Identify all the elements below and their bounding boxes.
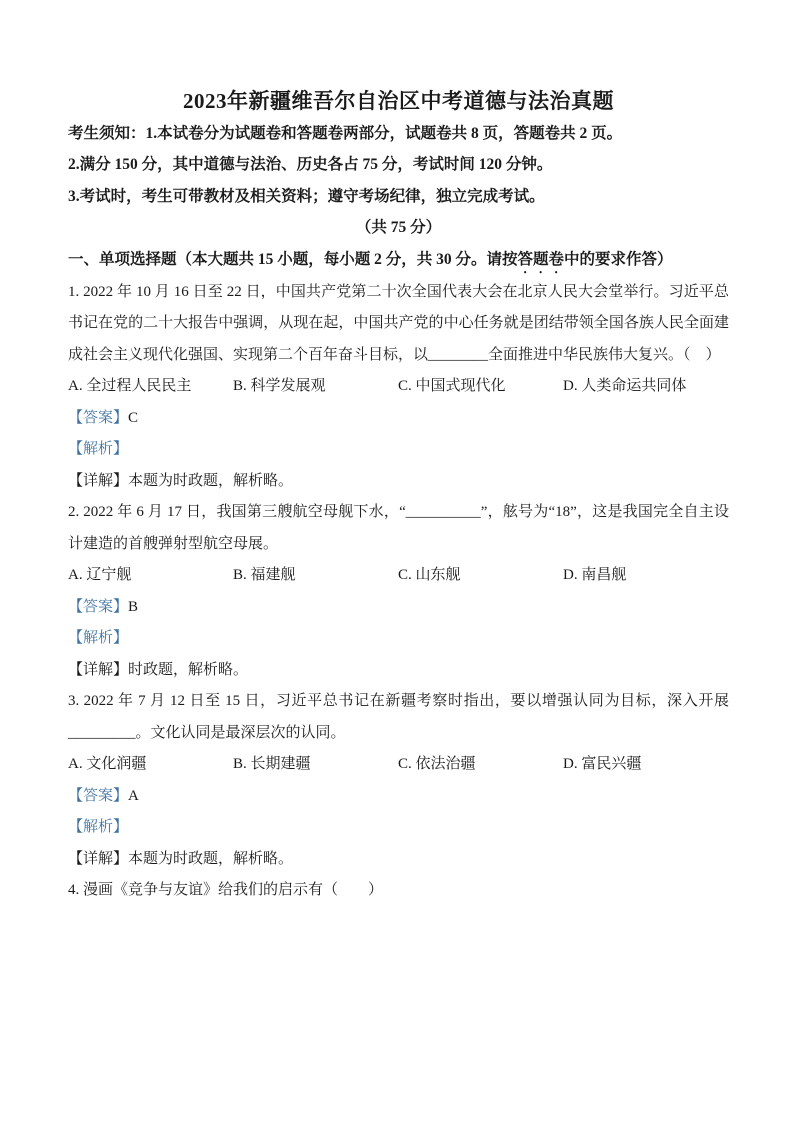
question-1-option-c: C. 中国式现代化 — [398, 378, 506, 394]
question-1-detail-line — [68, 466, 729, 498]
question-2-detail-text: 时政题，解析略。 — [128, 661, 249, 678]
analysis-label: 【解析】 — [68, 630, 129, 646]
question-1-options-row — [68, 371, 729, 403]
question-3-analysis-line — [68, 812, 729, 844]
answer-label: 【答案】 — [68, 787, 129, 804]
question-1-option-a: A. 全过程人民民主 — [68, 378, 192, 394]
question-2-answer-line — [68, 592, 729, 624]
question-3-answer-line — [68, 781, 729, 813]
question-1-option-b: B. 科学发展观 — [233, 378, 326, 394]
detail-label: 【详解】 — [68, 850, 129, 867]
question-2-option-b: B. 福建舰 — [233, 567, 296, 583]
candidate-notice-line-3: 3.考试时，考生可带教材及相关资料；遵守考场纪律，独立完成考试。 — [68, 187, 545, 205]
section-heading-text-after: 中的要求作答） — [564, 250, 673, 268]
question-3-detail-text: 本题为时政题，解析略。 — [128, 850, 294, 867]
candidate-notice-line-2: 2.满分 150 分，其中道德与法治、历史各占 75 分，考试时间 120 分钟。 — [68, 156, 553, 173]
question-1-answer-value: C — [128, 409, 139, 426]
question-1-stem: 1. 2022 年 10 月 16 日至 22 日，中国共产党第二十次全国代表大会在北京人民大会堂举行。习近平总书记在党的二十大报告中强调，从现在起，中国共产党的中心任务就是团结带领全国各族人民全面建成社会主义现代化强国、实现第二个百年奋斗目标，以________全面推进中华民族伟大复兴。（ ） — [68, 283, 729, 363]
answer-label: 【答案】 — [68, 598, 129, 615]
question-3-option-a: A. 文化润疆 — [68, 756, 147, 772]
detail-label: 【详解】 — [68, 661, 129, 678]
question-3-option-b: B. 长期建疆 — [233, 756, 311, 772]
total-score-note: （共 75 分） — [355, 219, 442, 236]
question-block-2 — [68, 497, 729, 686]
question-4-stem: 4. 漫画《竞争与友谊》给我们的启示有（ ） — [68, 882, 384, 898]
question-3-detail-line — [68, 844, 729, 876]
question-2-options-row — [68, 560, 729, 592]
question-2-answer-value: B — [128, 598, 139, 615]
candidate-notice-line-1: 考生须知：1.本试卷分为试题卷和答题卷两部分，试题卷共 8 页，答题卷共 2 页。 — [68, 124, 623, 142]
question-2-detail-line — [68, 655, 729, 687]
question-2-option-d: D. 南昌舰 — [563, 567, 627, 583]
section-1-heading — [68, 244, 729, 277]
question-3-answer-value: A — [128, 787, 139, 804]
question-1-detail-text: 本题为时政题，解析略。 — [128, 472, 294, 489]
question-1-option-d: D. 人类命运共同体 — [563, 378, 687, 394]
question-1-analysis-line — [68, 434, 729, 466]
question-3-options-row — [68, 749, 729, 781]
analysis-label: 【解析】 — [68, 819, 129, 835]
page-title: 2023年新疆维吾尔自治区中考道德与法治真题 — [183, 89, 614, 113]
question-2-option-a: A. 辽宁舰 — [68, 567, 132, 583]
question-3-option-d: D. 富民兴疆 — [563, 756, 642, 772]
section-heading-emphasized-text: 答题卷 — [517, 250, 565, 268]
question-block-3 — [68, 686, 729, 875]
answer-label: 【答案】 — [68, 409, 129, 426]
analysis-label: 【解析】 — [68, 441, 129, 457]
question-1-answer-line — [68, 403, 729, 435]
section-heading-text-before: 一、单项选择题（本大题共 15 小题，每小题 2 分，共 30 分。请按 — [68, 250, 518, 268]
question-2-option-c: C. 山东舰 — [398, 567, 461, 583]
question-2-analysis-line — [68, 623, 729, 655]
question-block-4 — [68, 875, 729, 907]
question-2-stem: 2. 2022 年 6 月 17 日，我国第三艘航空母舰下水，“__________”，舷号为“18”，这是我国完全自主设计建造的首艘弹射型航空母展。 — [68, 504, 729, 552]
question-block-1 — [68, 277, 729, 498]
question-3-option-c: C. 依法治疆 — [398, 756, 476, 772]
detail-label: 【详解】 — [68, 472, 129, 489]
question-3-stem: 3. 2022 年 7 月 12 日至 15 日，习近平总书记在新疆考察时指出，要以增强认同为目标，深入开展_________。文化认同是最深层次的认同。 — [68, 693, 729, 741]
